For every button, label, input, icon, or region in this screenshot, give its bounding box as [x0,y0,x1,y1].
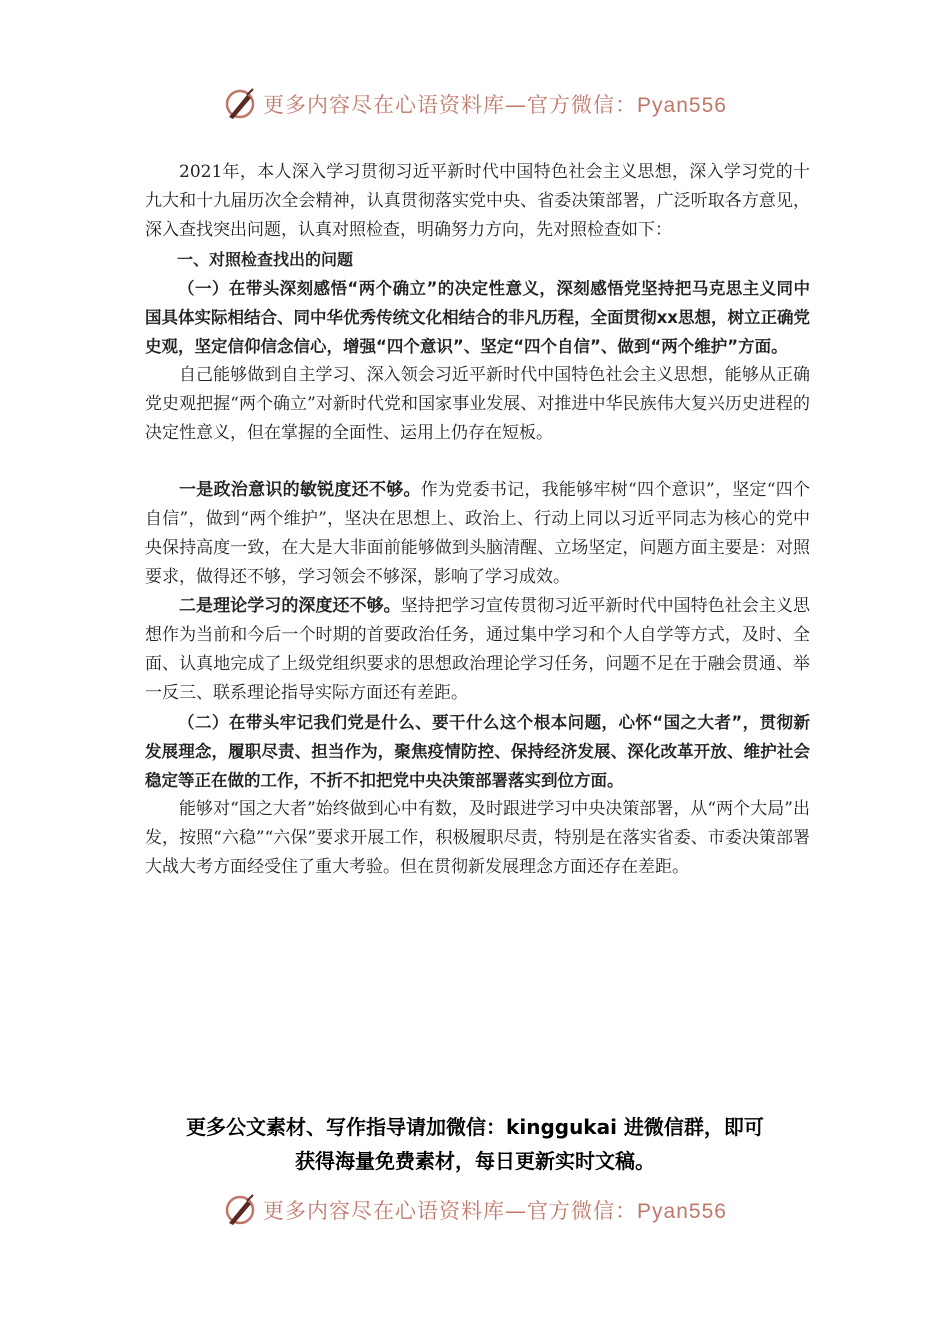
pen-circle-icon [223,1193,257,1227]
footer-watermark [0,1190,950,1230]
point-2-text: 坚持把学习宣传贯彻习近平新时代中国特色社会主义思想作为当前和今后一个时期的首要政治任务，通过集中学习和个人自学等方式，及时、全面、认真地完成了上级党组织要求的思想政治理论学习任务，问题不足在于融会贯通、举一反三、联系理论指导实际方面还有差距。 [145,596,811,703]
point-1-text: 作为党委书记，我能够牢树“四个意识”，坚定“四个自信”，做到“两个维护”，坚决在思想上、政治上、行动上同以习近平同志为核心的党中央保持高度一致，在大是大非面前能够做到头脑清醒、立场坚定，问题方面主要是：对照要求，做得还不够，学习领会不够深，影响了学习成效。 [145,480,811,587]
section-heading: 一、对照检查找出的问题 [177,250,354,269]
point-1-paragraph [145,476,810,592]
promo-line-1: 更多公文素材、写作指导请加微信：kinggukai 进微信群，即可 [186,1115,764,1139]
subsection-2-heading: （二）在带头牢记我们党是什么、要干什么这个根本问题，心怀“国之大者”，贯彻新发展理念，履职尽责、担当作为，聚焦疫情防控、保持经济发展、深化改革开放、维护社会稳定等正在做的工作，不折不扣把党中央决策部署落实到位方面。 [145,713,810,790]
point-2-paragraph [145,592,810,708]
document-body [145,158,810,882]
subsection-1-heading: （一）在带头深刻感悟“两个确立”的决定性意义，深刻感悟党坚持把马克思主义同中国具体实际相结合、同中华优秀传统文化相结合的非凡历程，全面贯彻xx思想，树立正确党史观，坚定信仰信念信心，增强“四个意识”、坚定“四个自信”、做到“两个维护”方面。 [145,279,810,356]
promo-line-2: 获得海量免费素材，每日更新实时文稿。 [295,1149,655,1173]
point-1-lead: 一是政治意识的敏锐度还不够。 [179,480,421,500]
point-2-lead: 二是理论学习的深度还不够。 [179,596,401,616]
promo-text [0,1110,950,1178]
pen-circle-icon [223,87,257,121]
brand-text: 更多内容尽在心语资料库—官方微信：Pyan556 [263,93,727,117]
brand-text: 更多内容尽在心语资料库—官方微信：Pyan556 [263,1199,727,1223]
wechat-id: Pyan556 [637,1200,727,1223]
subsection-1-paragraph: 自己能够做到自主学习、深入领会习近平新时代中国特色社会主义思想，能够从正确党史观把握“两个确立”对新时代党和国家事业发展、对推进中华民族伟大复兴历史进程的决定性意义，但在掌握的全面性、运用上仍存在短板。 [145,365,810,443]
intro-paragraph: 2021年，本人深入学习贯彻习近平新时代中国特色社会主义思想，深入学习党的十九大和十九届历次全会精神，认真贯彻落实党中央、省委决策部署，广泛听取各方意见，深入查找突出问题，认真对照检查，明确努力方向，先对照检查如下： [145,162,810,240]
header-watermark [0,84,950,124]
wechat-id: Pyan556 [637,94,727,117]
subsection-2-paragraph: 能够对“国之大者”始终做到心中有数，及时跟进学习中央决策部署，从“两个大局”出发，按照“六稳”“六保”要求开展工作，积极履职尽责，特别是在落实省委、市委决策部署大战大考方面经受住了重大考验。但在贯彻新发展理念方面还存在差距。 [145,799,810,877]
